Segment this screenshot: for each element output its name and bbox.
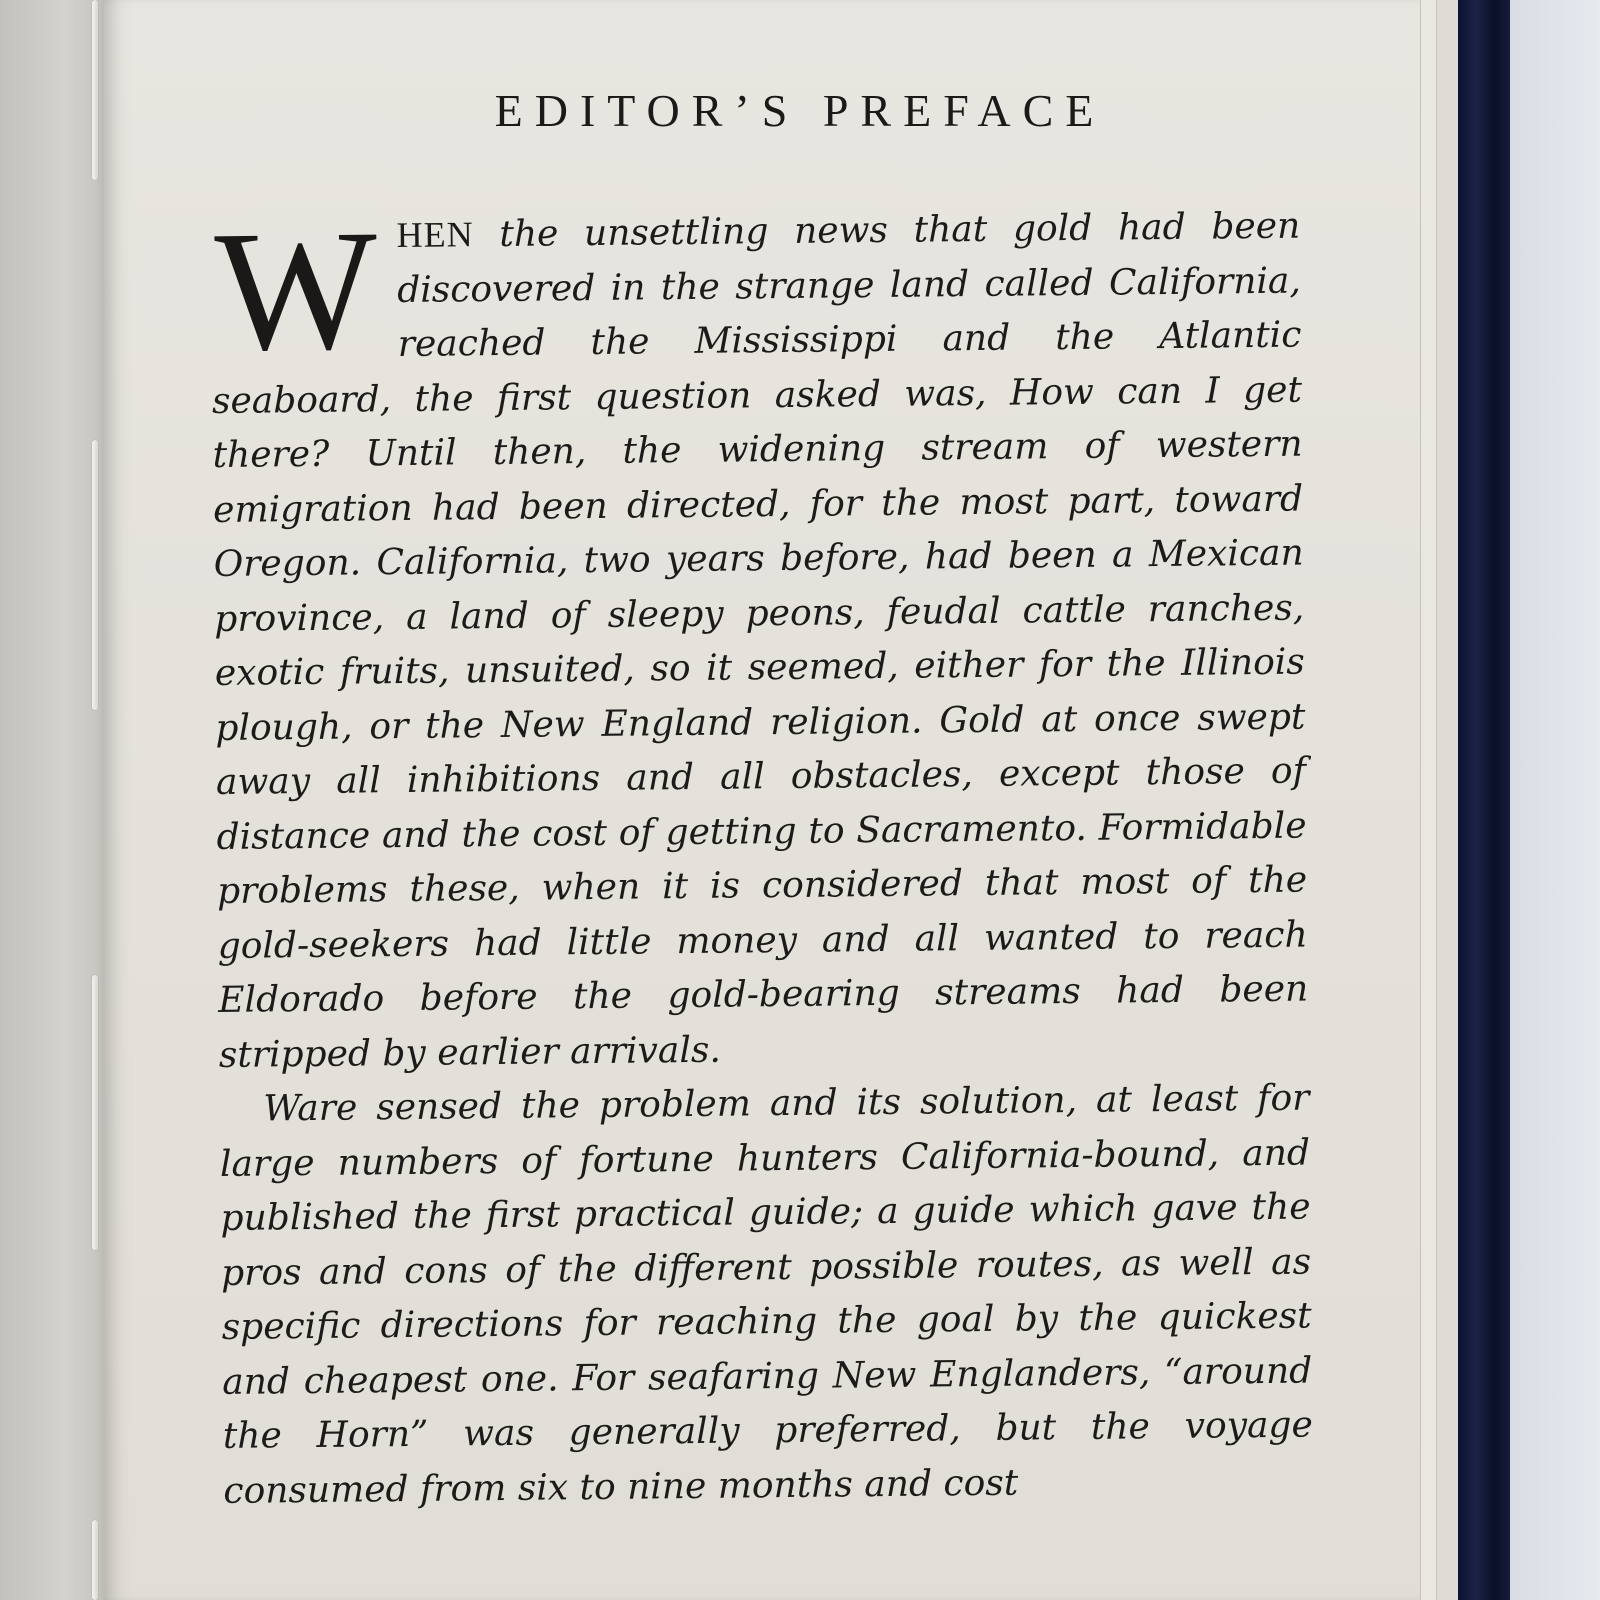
book-gutter <box>0 0 108 1600</box>
preface-body <box>210 195 1314 1519</box>
paragraph-1-text: the unsettling news that gold had been discovered in the strange land called California, reached the Mississippi and the Atlantic seaboard, the first question asked was, How can I get there? Until then, the widening stream of western emigration had been directed, for the most part, toward Oregon. California, two years before, had been a Mexican province, a land of sleepy peons, feudal cattle ranches, exotic fruits, unsuited, so it seemed, either for the Illinois plough, or the New England religion. Gold at once swept away all inhibitions and all obstacles, except those of distance and the cost of getting to Sacramento. Formidable problems these, when it is considered that most of the gold-seekers had little money and all wanted to reach Eldorado before the gold-bearing streams had been stripped by earlier arrivals. <box>211 205 1309 1076</box>
page-heading: EDITOR’S PREFACE <box>494 85 1106 136</box>
paragraph-2-text: Ware sensed the problem and its solution, at least for large numbers of fortune hunters California-bound, and published the first practical guide; a guide which gave the pros and cons of the different possible routes, as well as specific directions for reaching the goal by the quickest and cheapest one. For seafaring New Englanders, “around the Horn” was generally preferred, but the voyage consumed from six to nine months and cost <box>219 1077 1313 1512</box>
binding-stitch <box>92 440 98 710</box>
background-surface <box>1510 0 1600 1600</box>
drop-cap-letter: W <box>213 195 379 387</box>
paragraph-2 <box>219 1072 1314 1519</box>
paragraph-1 <box>210 195 1309 1083</box>
paragraph-1-first-word: HEN <box>396 214 474 256</box>
binding-stitch <box>92 0 98 180</box>
binding-stitch <box>92 1520 98 1600</box>
page-edge <box>1436 0 1459 1600</box>
page-edge <box>1420 0 1437 1600</box>
book-cover-edge <box>1458 0 1510 1600</box>
binding-stitch <box>92 975 98 1250</box>
